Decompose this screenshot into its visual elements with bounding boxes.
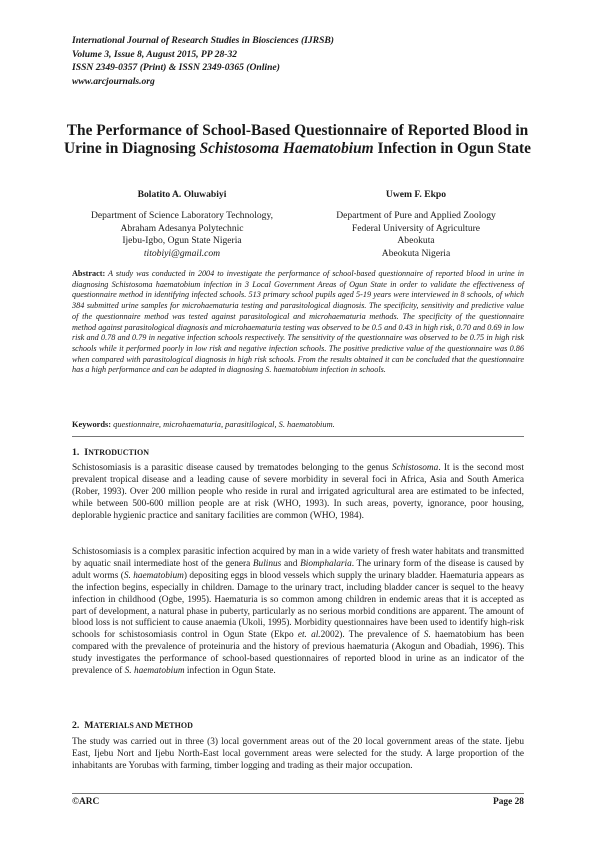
text-run: . The urinary form of the disease is caused by adult worms ( (72, 558, 524, 581)
title-part-1: The Performance of School-Based Questionnaire of Reported Blood in Urine in Diagnosing (64, 122, 529, 157)
text-run: ) depositing eggs in blood vessels which supply the urinary bladder. Haematuria appears as the infection begins, especially in children. Damage to the urinary tract, including bladder cancer is sequel to the heavy infection in childhood (Ogbe, 1995). Haematuria is so common among children in endemic areas that it is accepted as part of development, a natural phase in puberty, particularly as no serious morbid conditions are apparent. The amount of blood loss is not sufficient to cause anaemia (Ukoli, 1995). Morbidity questionnaires have been used to identify high-risk schools for schistosomiasis control in Ogun State (Ekpo (72, 570, 524, 641)
section-2-first-letter-1: M (84, 720, 94, 731)
text-run: Schistosomiasis is a complex parasitic infection acquired by man in a wide variety of fresh water habitats and transmitted by aquatic snail intermediate host of the genera (72, 547, 524, 569)
section-1-heading (72, 447, 149, 459)
section-divider (72, 436, 524, 437)
section-1-title-rest: NTRODUCTION (88, 448, 149, 457)
section-1-first-letter: I (84, 447, 89, 458)
author-1-email[interactable]: titobiyi@gmail.com (143, 248, 221, 260)
keywords-label: Keywords: (72, 420, 112, 429)
text-run: haematobium has been compared with the prevalence of proteinuria and the history of previous haematuria (Akogun and Obadiah, 1996). This study investigates the performance of school-based questionnaires of reported blood in urine as an indicator of the prevalence of (72, 630, 524, 677)
author-1 (62, 189, 302, 261)
journal-website[interactable]: www.arcjournals.org (72, 75, 155, 87)
section-1-number: 1. (72, 447, 80, 458)
section-1-paragraph-2 (72, 547, 524, 678)
section-2-title-rest-2: ETHOD (163, 721, 193, 730)
journal-volume: Volume 3, Issue 8, August 2015, PP 28-32 (72, 48, 238, 60)
text-run-italic: S. haematobium (124, 666, 185, 677)
text-run: infection in Ogun State. (184, 666, 276, 677)
journal-name: International Journal of Research Studies in Biosciences (IJRSB) (72, 35, 335, 46)
section-2-number: 2. (72, 720, 80, 731)
abstract-text: A study was conducted in 2004 to investigate the performance of school-based questionnaire of reported blood in urine in diagnosing Schistosoma haematobium infection in 3 Local Government Areas of Ogun State in order to validate the effectiveness of questionnaire method in identifying infected schools. 513 primary school pupils aged 5-19 years were interviewed in 8 schools, of which 384 submitted urine samples for microhaematuria testing and parasitological diagnosis. The specificity, sensitivity and predictive value of the questionnaire method was tested against parasitological and microhaematuria methods. The specificity of the questionnaire method against parasitological diagnosis and microhaematuria testing was observed to be 0.5 and 0.43 in high risk, 0.70 and 0.69 in low risk and 0.78 and 0.79 in negative infection schools respectively. The sensitivity of the questionnaire was observed to be 0.75 in high risk schools while it performed poorly in low risk and negative infection schools. The positive predictive value of the questionnaire was 0.86 when compared with parasitological diagnosis in high risk schools. From the results obtained it can be concluded that the questionnaire has a high performance and can be adapted in diagnosing S. haematobium infection in schools. (72, 269, 524, 375)
keywords-text: questionnaire, microhaematuria, parasitilogical, S. haematobium. (111, 420, 335, 429)
author-2-affiliation-line-3: Abeokuta (397, 235, 435, 247)
section-2-first-letter-2: M (154, 720, 164, 731)
abstract (72, 269, 524, 376)
footer-copyright: ©ARC (72, 797, 100, 807)
text-run-italic: S. haematobium (123, 570, 184, 581)
author-2-affiliation-line-4: Abeokuta Nigeria (381, 248, 451, 260)
journal-issn: ISSN 2349-0357 (Print) & ISSN 2349-0365 (Online) (72, 62, 280, 74)
author-1-affiliation-line-2: Abraham Adesanya Polytechnic (120, 222, 244, 234)
author-1-affiliation-line-1: Department of Science Laboratory Technology, (90, 209, 274, 221)
author-2-affiliation-line-2: Federal University of Agriculture (351, 222, 481, 234)
journal-header (72, 34, 532, 88)
footer-divider (72, 793, 524, 794)
text-run-italic: Schistosoma (391, 463, 439, 473)
author-2 (300, 189, 532, 261)
text-run-italic: S. (423, 630, 431, 641)
text-run-italic: Biomphalaria (300, 558, 352, 569)
section-2-title-rest-1: ATERIALS AND (93, 721, 155, 730)
title-part-2: Schistosoma Haematobium (199, 139, 374, 157)
footer-page-number: Page 28 (493, 797, 524, 807)
author-1-name: Bolatito A. Oluwabiyi (137, 189, 227, 200)
text-run: 2002). The prevalence of (320, 630, 424, 641)
section-2-heading (72, 720, 193, 732)
author-2-name: Uwem F. Ekpo (385, 189, 447, 200)
section-1-paragraph-1 (72, 463, 524, 523)
text-run: . It is the second most prevalent tropical disease and a leading cause of severe morbidity in several foci in Africa, Asia and South America (Rober, 1993). Over 200 million people who reside in rural and irrigated agricultural area are estimated to be infected, while between 500-600 million people are at risk (WHO, 1993). In such areas, poverty, ignorance, poor housing, deplorable hygienic practice and sanitary facilities are common (WHO, 1984). (72, 463, 524, 521)
paper-title (60, 122, 535, 157)
text-run: Schistosomiasis is a parasitic disease caused by trematodes belonging to the genus (72, 463, 392, 473)
text-run-italic: et. al. (297, 630, 321, 641)
author-1-affiliation-line-3: Ijebu-Igbo, Ogun State Nigeria (122, 235, 242, 247)
keywords (72, 419, 524, 430)
section-2-paragraph-1: The study was carried out in three (3) local government areas out of the 20 local government areas of the state. Ijebu East, Ijebu Nort and Ijebu North-East local government areas were selected for the study. A large proportion of the inhabitants are Yorubas with farming, timber logging and trading as their major occupation. (72, 737, 524, 771)
text-run: and (281, 558, 301, 569)
text-run-italic: Bulinus (252, 558, 282, 569)
title-part-3: Infection in Ogun State (373, 139, 531, 157)
abstract-label: Abstract: (72, 269, 106, 278)
author-2-affiliation-line-1: Department of Pure and Applied Zoology (336, 209, 496, 221)
